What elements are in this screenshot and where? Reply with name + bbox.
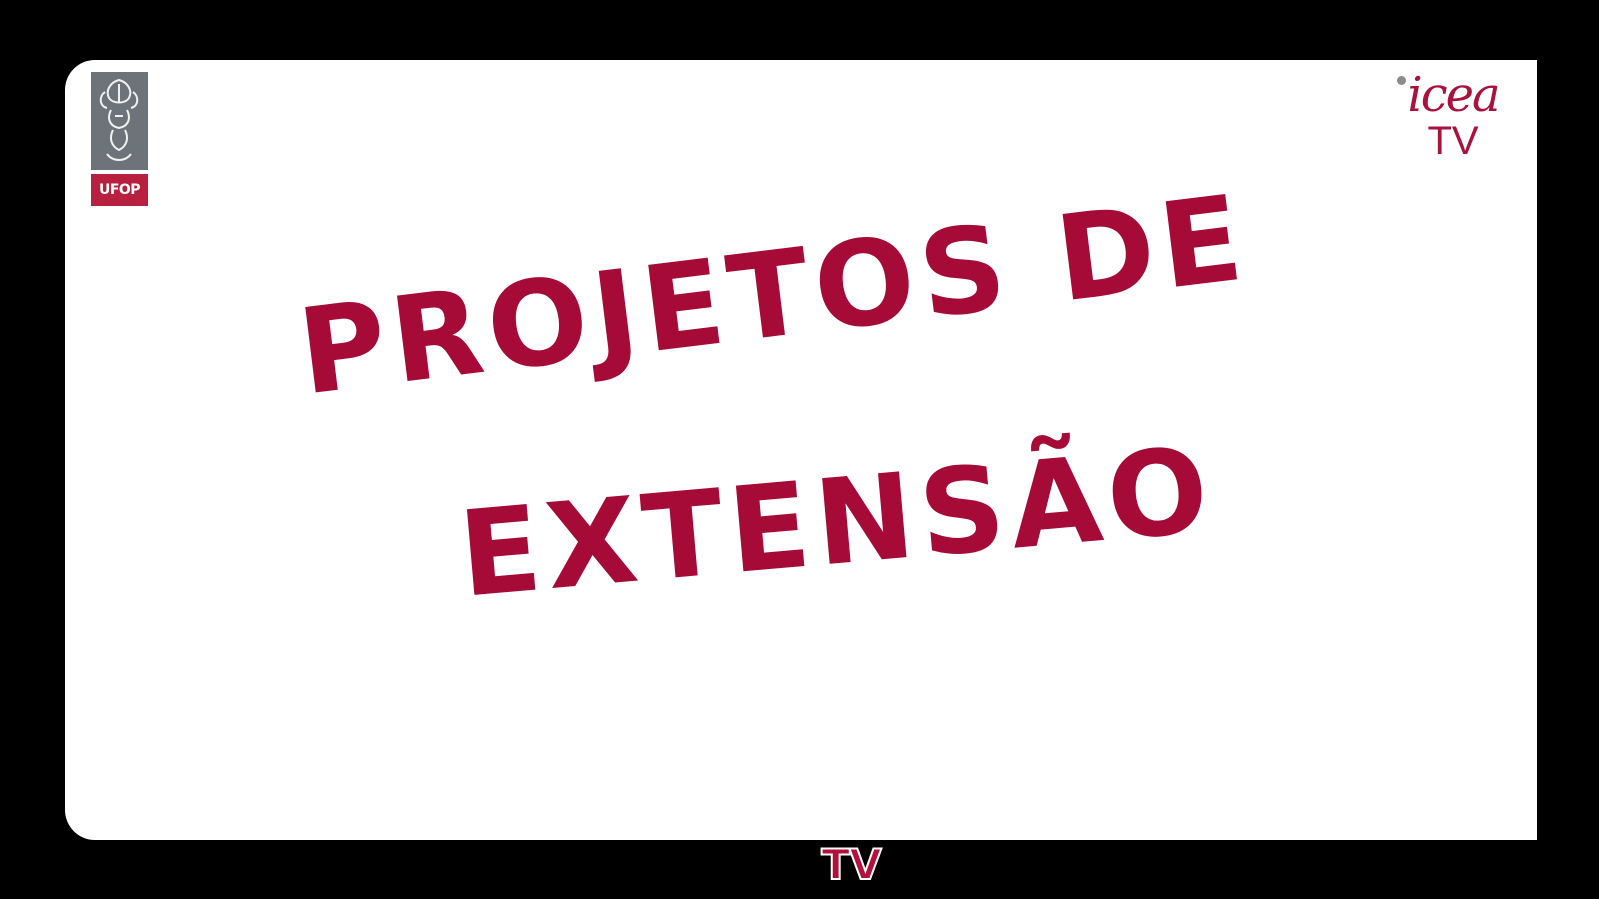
ufop-label: UFOP (91, 174, 148, 206)
tv-badge: TV (821, 840, 881, 889)
slide-stage (65, 60, 1537, 840)
icea-wordmark: icea (1407, 67, 1499, 123)
icea-tv-label: TV (1427, 119, 1479, 163)
headline (65, 60, 1537, 840)
headline-line-2: EXTENSÃO (453, 420, 1220, 624)
headline-line-1: PROJETOS DE (291, 168, 1255, 422)
